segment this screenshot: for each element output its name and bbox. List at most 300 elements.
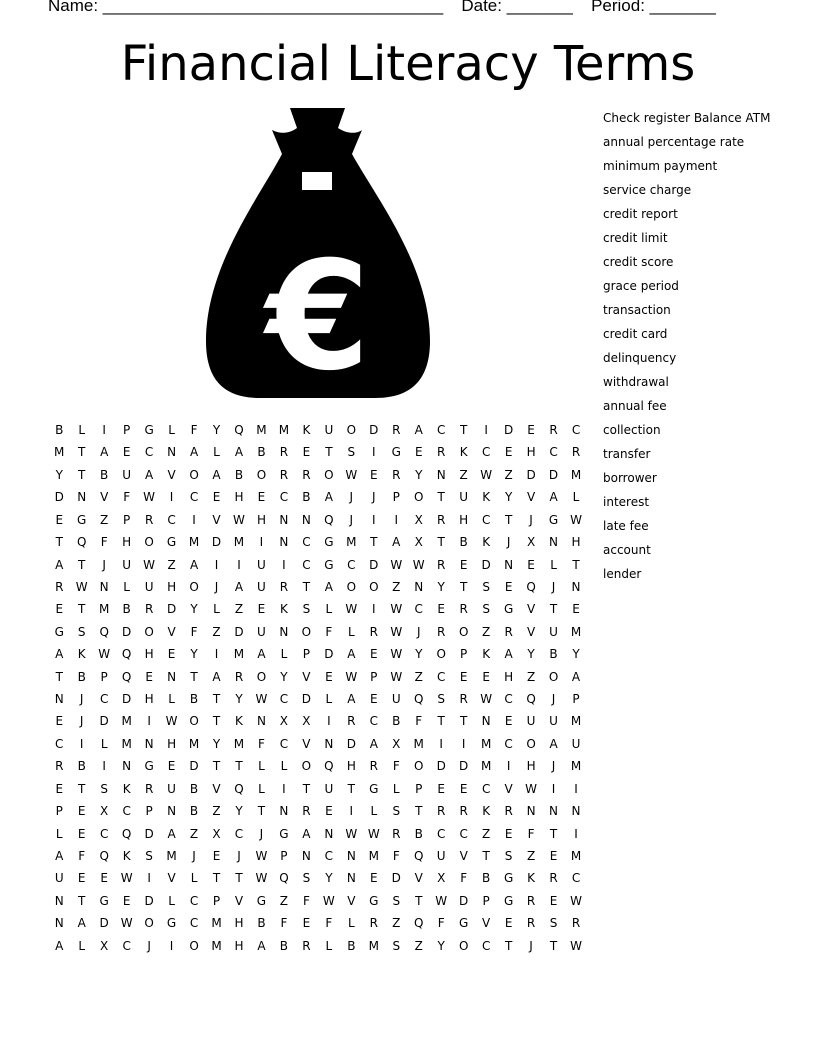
grid-letter: B <box>302 490 311 505</box>
grid-letter: Z <box>392 916 401 931</box>
grid-letter: N <box>346 871 356 886</box>
grid-letter: H <box>167 736 177 751</box>
grid-letter: Z <box>279 893 289 908</box>
grid-letter: H <box>122 535 132 550</box>
grid-row <box>48 421 587 443</box>
grid-letter: M <box>54 445 65 460</box>
grid-letter: R <box>549 423 558 437</box>
grid-letter: J <box>529 938 533 953</box>
grid-row <box>48 645 587 667</box>
grid-letter: L <box>168 423 175 437</box>
grid-letter: Y <box>437 579 445 594</box>
grid-letter: W <box>255 692 268 707</box>
grid-letter: B <box>189 781 199 796</box>
grid-letter: P <box>572 692 580 707</box>
grid-letter: L <box>392 781 400 796</box>
grid-row <box>48 937 587 959</box>
grid-letter: E <box>370 647 378 662</box>
grid-letter: E <box>504 579 513 594</box>
grid-letter: C <box>369 714 378 729</box>
grid-letter: W <box>143 490 156 505</box>
grid-letter: W <box>255 849 268 864</box>
grid-letter: W <box>345 467 358 482</box>
grid-letter: M <box>121 714 132 729</box>
grid-letter: N <box>99 579 109 594</box>
grid-letter: Y <box>212 736 221 751</box>
grid-letter: T <box>190 669 198 684</box>
grid-letter: Z <box>392 579 401 594</box>
grid-letter: R <box>302 467 311 482</box>
grid-letter: R <box>369 916 378 931</box>
grid-letter: Z <box>234 602 244 617</box>
grid-letter: I <box>79 736 84 751</box>
grid-letter: N <box>256 714 266 729</box>
word-list-item: grace period <box>603 279 679 293</box>
grid-letter: O <box>458 624 469 639</box>
grid-letter: G <box>166 535 177 550</box>
grid-letter: L <box>370 804 378 819</box>
grid-letter: R <box>571 916 581 931</box>
grid-letter: J <box>192 849 196 864</box>
word-list-item: transfer <box>603 447 651 461</box>
grid-letter: R <box>549 871 558 886</box>
grid-letter: W <box>98 647 111 662</box>
grid-letter: R <box>459 804 468 819</box>
grid-letter: R <box>392 467 401 482</box>
grid-letter: V <box>459 849 468 864</box>
grid-letter: K <box>302 423 311 437</box>
grid-letter: N <box>436 467 446 482</box>
grid-letter: R <box>234 669 244 684</box>
grid-letter: T <box>549 826 558 841</box>
grid-letter: H <box>526 759 536 774</box>
grid-letter: N <box>144 736 154 751</box>
grid-letter: E <box>145 669 153 684</box>
grid-letter: R <box>144 512 154 527</box>
grid-letter: C <box>302 535 311 550</box>
grid-letter: I <box>394 512 399 527</box>
grid-letter: M <box>368 938 379 953</box>
grid-letter: U <box>54 871 64 886</box>
grid-letter: A <box>257 647 266 662</box>
grid-letter: V <box>482 916 491 931</box>
grid-letter: H <box>234 916 244 931</box>
grid-letter: N <box>481 714 491 729</box>
grid-letter: D <box>548 467 559 482</box>
grid-letter: A <box>55 849 64 864</box>
grid-letter: F <box>437 916 445 931</box>
grid-letter: P <box>100 669 108 684</box>
grid-letter: A <box>167 826 176 841</box>
grid-letter: B <box>347 938 356 953</box>
grid-letter: D <box>144 826 154 841</box>
grid-letter: J <box>79 692 84 707</box>
grid-letter: E <box>55 781 64 796</box>
grid-row <box>48 712 587 734</box>
grid-letter: E <box>370 467 378 482</box>
grid-letter: O <box>301 759 312 774</box>
grid-letter: C <box>504 692 513 707</box>
word-list-item: credit card <box>603 327 668 341</box>
grid-letter: C <box>481 781 491 796</box>
grid-letter: E <box>302 916 311 931</box>
grid-letter: T <box>437 714 445 729</box>
grid-letter: U <box>526 714 536 729</box>
grid-letter: Z <box>212 624 221 639</box>
grid-letter: R <box>144 602 154 617</box>
grid-letter: W <box>120 916 133 931</box>
grid-letter: G <box>77 512 87 527</box>
grid-letter: F <box>258 736 265 751</box>
grid-letter: R <box>279 467 289 482</box>
grid-letter: Y <box>415 647 423 662</box>
grid-letter: M <box>98 602 110 617</box>
grid-letter: L <box>168 893 175 908</box>
grid-letter: K <box>482 647 491 662</box>
grid-row <box>48 892 587 914</box>
grid-row <box>48 600 587 622</box>
grid-letter: F <box>392 759 400 774</box>
grid-letter: G <box>548 512 559 527</box>
grid-letter: N <box>167 669 177 684</box>
grid-letter: O <box>548 669 559 684</box>
grid-letter: F <box>78 849 86 864</box>
grid-letter: B <box>77 669 86 684</box>
grid-letter: G <box>256 893 267 908</box>
grid-letter: N <box>571 579 581 594</box>
word-list-item: interest <box>603 495 650 509</box>
grid-letter: H <box>144 692 154 707</box>
grid-letter: G <box>503 871 514 886</box>
grid-row <box>48 533 587 555</box>
grid-letter: E <box>167 759 176 774</box>
grid-letter: S <box>77 624 86 639</box>
grid-row <box>48 466 587 488</box>
grid-letter: I <box>192 512 196 527</box>
grid-letter: T <box>235 871 243 886</box>
grid-letter: K <box>235 714 243 729</box>
grid-letter: T <box>78 445 86 460</box>
grid-letter: N <box>549 535 559 550</box>
grid-letter: F <box>280 916 288 931</box>
grid-letter: I <box>439 736 443 751</box>
grid-letter: Y <box>235 804 243 819</box>
grid-letter: H <box>167 579 177 594</box>
grid-letter: E <box>257 602 266 617</box>
grid-letter: N <box>279 624 289 639</box>
grid-letter: Q <box>121 647 132 662</box>
grid-letter: H <box>256 512 266 527</box>
grid-letter: W <box>525 781 538 796</box>
grid-letter: N <box>279 804 289 819</box>
grid-letter: R <box>55 759 64 774</box>
grid-letter: E <box>370 692 378 707</box>
grid-letter: R <box>437 557 446 572</box>
grid-letter: G <box>503 602 514 617</box>
grid-letter: T <box>302 579 311 594</box>
grid-letter: M <box>570 467 582 482</box>
grid-letter: R <box>369 624 378 639</box>
grid-letter: I <box>282 781 286 796</box>
grid-letter: A <box>571 669 581 684</box>
grid-row <box>48 802 587 824</box>
grid-letter: C <box>437 423 446 437</box>
grid-letter: A <box>504 647 513 662</box>
grid-letter: L <box>280 759 288 774</box>
grid-letter: H <box>234 938 244 953</box>
grid-letter: W <box>345 602 358 617</box>
word-list-item: Check register Balance ATM <box>603 111 771 125</box>
grid-letter: C <box>122 938 131 953</box>
grid-letter: D <box>459 759 469 774</box>
grid-letter: I <box>506 759 511 774</box>
grid-letter: X <box>302 714 311 729</box>
grid-letter: E <box>549 849 558 864</box>
grid-letter: Z <box>189 826 199 841</box>
grid-letter: F <box>100 535 108 550</box>
grid-letter: K <box>122 781 131 796</box>
grid-letter: J <box>79 714 84 729</box>
grid-letter: P <box>212 893 221 908</box>
grid-letter: E <box>549 893 558 908</box>
grid-letter: W <box>435 893 448 908</box>
grid-letter: B <box>100 467 109 482</box>
grid-letter: L <box>325 602 333 617</box>
grid-letter: L <box>572 490 580 505</box>
grid-letter: J <box>237 849 241 864</box>
grid-letter: N <box>54 893 64 908</box>
grid-letter: M <box>346 535 357 550</box>
grid-letter: L <box>325 692 333 707</box>
grid-letter: E <box>122 445 131 460</box>
grid-letter: I <box>214 647 219 662</box>
grid-letter: E <box>77 804 86 819</box>
grid-letter: K <box>527 871 536 886</box>
grid-letter: D <box>301 692 312 707</box>
grid-letter: Y <box>527 647 535 662</box>
grid-letter: B <box>482 871 491 886</box>
grid-row <box>48 623 587 645</box>
grid-letter: D <box>526 467 536 482</box>
grid-letter: N <box>54 692 64 707</box>
grid-letter: U <box>436 849 446 864</box>
grid-letter: U <box>144 579 154 594</box>
word-search-grid <box>48 421 587 959</box>
grid-letter: E <box>527 557 535 572</box>
grid-letter: Q <box>324 759 334 774</box>
grid-letter: E <box>504 445 513 460</box>
grid-letter: Z <box>526 849 536 864</box>
grid-letter: B <box>459 535 468 550</box>
grid-letter: W <box>255 871 268 886</box>
grid-letter: Z <box>212 804 221 819</box>
grid-letter: N <box>324 826 334 841</box>
grid-letter: D <box>99 916 109 931</box>
grid-letter: E <box>302 445 311 460</box>
grid-letter: Y <box>325 871 333 886</box>
grid-letter: I <box>327 714 331 729</box>
grid-letter: Y <box>437 938 445 953</box>
grid-letter: Y <box>504 490 513 505</box>
grid-letter: C <box>189 916 199 931</box>
grid-letter: F <box>302 893 310 908</box>
grid-letter: T <box>370 535 378 550</box>
grid-letter: M <box>278 423 290 437</box>
grid-letter: Q <box>121 669 132 684</box>
grid-letter: N <box>504 557 514 572</box>
grid-letter: S <box>549 916 558 931</box>
grid-letter: W <box>480 692 493 707</box>
grid-letter: M <box>211 938 222 953</box>
grid-letter: L <box>347 916 355 931</box>
grid-letter: N <box>54 916 64 931</box>
grid-row <box>48 578 587 600</box>
grid-letter: S <box>504 849 513 864</box>
grid-letter: O <box>189 467 199 482</box>
word-list-item: minimum payment <box>603 159 718 173</box>
grid-letter: Y <box>55 467 63 482</box>
grid-letter: I <box>551 781 556 796</box>
grid-letter: C <box>167 512 176 527</box>
grid-letter: B <box>279 938 289 953</box>
grid-letter: N <box>279 535 289 550</box>
grid-letter: W <box>412 557 425 572</box>
grid-letter: S <box>392 804 401 819</box>
grid-letter: T <box>549 938 558 953</box>
grid-letter: I <box>372 445 376 460</box>
grid-letter: W <box>367 826 380 841</box>
grid-letter: Q <box>99 624 109 639</box>
grid-letter: X <box>526 535 536 550</box>
grid-letter: J <box>349 490 354 505</box>
grid-letter: L <box>213 445 220 460</box>
grid-letter: T <box>347 781 355 796</box>
grid-letter: O <box>256 669 267 684</box>
grid-letter: N <box>301 849 311 864</box>
grid-letter: G <box>503 893 514 908</box>
grid-letter: L <box>258 781 265 796</box>
grid-letter: N <box>346 849 356 864</box>
grid-letter: D <box>436 759 446 774</box>
grid-letter: W <box>390 624 403 639</box>
grid-letter: O <box>256 467 267 482</box>
grid-letter: J <box>259 826 264 841</box>
grid-letter: E <box>572 602 580 617</box>
grid-letter: E <box>212 490 221 505</box>
grid-letter: J <box>214 579 219 594</box>
grid-letter: T <box>504 512 513 527</box>
grid-letter: S <box>392 893 401 908</box>
grid-letter: L <box>78 938 86 953</box>
grid-letter: G <box>369 781 379 796</box>
grid-letter: J <box>551 759 556 774</box>
grid-letter: Z <box>414 669 423 684</box>
word-list-item: annual fee <box>603 399 667 413</box>
grid-letter: W <box>345 669 358 684</box>
grid-letter: X <box>437 871 446 886</box>
grid-letter: M <box>368 849 379 864</box>
grid-letter: I <box>214 557 219 572</box>
grid-letter: C <box>144 445 154 460</box>
grid-letter: O <box>369 579 379 594</box>
grid-letter: I <box>484 423 488 437</box>
grid-letter: L <box>168 692 175 707</box>
grid-letter: S <box>392 938 401 953</box>
grid-letter: Q <box>526 579 536 594</box>
grid-letter: W <box>390 669 403 684</box>
grid-letter: N <box>77 490 87 505</box>
grid-letter: T <box>415 804 423 819</box>
period-field: Period: _______ <box>591 0 716 15</box>
grid-letter: C <box>347 557 356 572</box>
grid-letter: V <box>526 624 536 639</box>
grid-letter: J <box>349 512 354 527</box>
grid-letter: V <box>234 893 244 908</box>
grid-letter: E <box>437 602 445 617</box>
grid-letter: K <box>482 804 491 819</box>
grid-letter: Q <box>279 871 289 886</box>
grid-letter: O <box>144 916 154 931</box>
grid-letter: G <box>54 624 64 639</box>
grid-letter: D <box>391 871 401 886</box>
grid-letter: E <box>325 669 333 684</box>
grid-row <box>48 735 587 757</box>
grid-letter: J <box>416 624 421 639</box>
grid-letter: G <box>369 893 379 908</box>
grid-letter: E <box>55 512 64 527</box>
grid-letter: O <box>436 647 446 662</box>
grid-letter: M <box>480 759 492 774</box>
grid-letter: Q <box>414 916 424 931</box>
grid-letter: T <box>460 423 468 437</box>
header-fields <box>48 0 720 16</box>
grid-letter: L <box>347 624 355 639</box>
grid-letter: T <box>257 804 266 819</box>
grid-letter: B <box>122 602 131 617</box>
grid-letter: Z <box>167 557 176 572</box>
grid-letter: E <box>504 714 513 729</box>
grid-letter: I <box>237 557 241 572</box>
grid-letter: E <box>325 804 333 819</box>
grid-letter: H <box>571 535 581 550</box>
grid-letter: W <box>480 467 493 482</box>
grid-letter: G <box>391 445 401 460</box>
grid-letter: U <box>324 423 334 437</box>
grid-letter: A <box>189 557 199 572</box>
grid-letter: T <box>78 781 86 796</box>
grid-letter: U <box>391 692 401 707</box>
grid-letter: T <box>460 579 468 594</box>
grid-row <box>48 825 587 847</box>
grid-letter: W <box>390 557 403 572</box>
word-list-item: credit score <box>603 255 674 269</box>
grid-letter: V <box>212 781 221 796</box>
grid-letter: C <box>504 736 513 751</box>
grid-letter: V <box>167 871 176 886</box>
grid-letter: U <box>571 736 581 751</box>
grid-letter: W <box>390 647 403 662</box>
grid-letter: T <box>482 849 490 864</box>
grid-letter: L <box>100 736 108 751</box>
grid-letter: T <box>78 557 86 572</box>
grid-letter: O <box>189 714 199 729</box>
grid-letter: L <box>123 579 130 594</box>
grid-letter: A <box>347 647 356 662</box>
grid-letter: Y <box>190 647 198 662</box>
grid-letter: O <box>144 535 154 550</box>
grid-letter: M <box>233 647 245 662</box>
svg-text:€: € <box>265 230 371 402</box>
